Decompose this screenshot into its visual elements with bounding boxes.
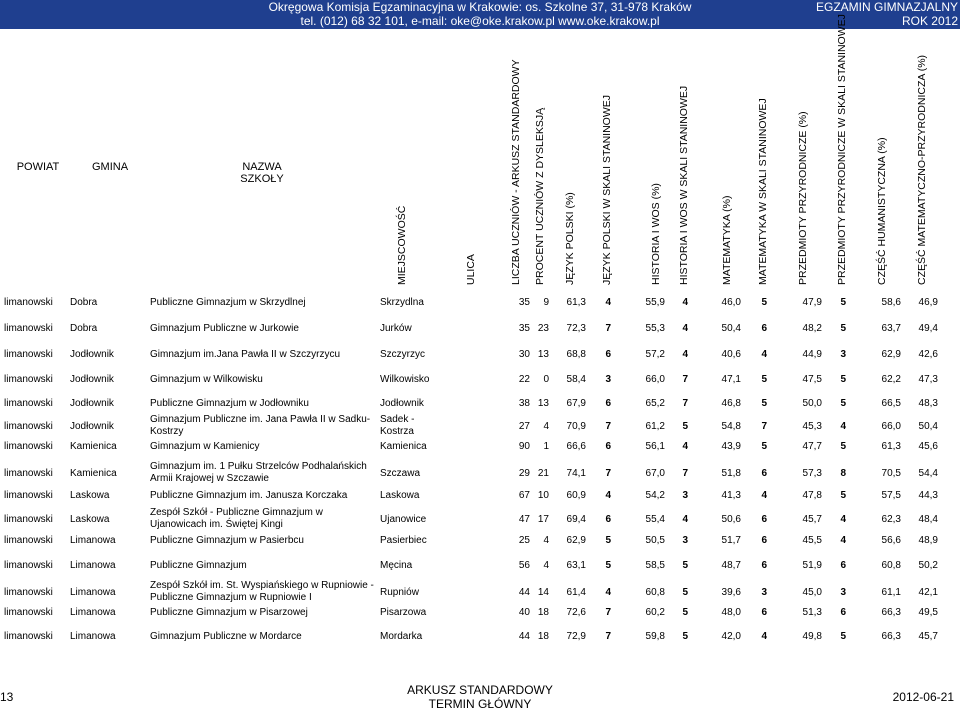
- cell-mat: 48,0: [721, 607, 741, 618]
- cell-mats: 7: [761, 421, 767, 432]
- cell-mats: 6: [761, 468, 767, 479]
- cell-mp: 42,6: [918, 349, 938, 360]
- cell-procent: 17: [537, 514, 549, 525]
- cell-procent: 0: [543, 374, 549, 385]
- cell-hws: 5: [682, 421, 688, 432]
- cell-powiat: limanowski: [4, 421, 53, 432]
- cell-miejscowosc: Ujanowice: [380, 514, 427, 525]
- cell-pps: 5: [840, 631, 846, 642]
- cell-hum: 60,8: [881, 560, 901, 571]
- cell-powiat: limanowski: [4, 323, 53, 334]
- column-header-miejscowosc: MIEJSCOWOŚĆ: [396, 205, 408, 285]
- cell-nazwa: Gimnazjum Publiczne w Mordarce: [150, 631, 302, 642]
- cell-hum: 70,5: [881, 468, 901, 479]
- cell-miejscowosc: Jodłownik: [380, 398, 424, 409]
- cell-nazwa: Publiczne Gimnazjum im. Janusza Korczaka: [150, 490, 348, 501]
- cell-miejscowosc: Jurków: [380, 323, 412, 334]
- cell-liczba: 44: [518, 587, 530, 598]
- cell-gmina: Jodłownik: [70, 349, 114, 360]
- cell-mat: 40,6: [721, 349, 741, 360]
- cell-miejscowosc: Pisarzowa: [380, 607, 427, 618]
- column-header-mat: MATEMATYKA (%): [721, 195, 733, 285]
- table-row: [0, 558, 960, 572]
- cell-powiat: limanowski: [4, 374, 53, 385]
- cell-mp: 48,4: [918, 514, 938, 525]
- cell-pp: 45,5: [802, 535, 822, 546]
- cell-liczba: 35: [518, 323, 530, 334]
- cell-mp: 42,1: [918, 587, 938, 598]
- cell-mp: 46,9: [918, 297, 938, 308]
- cell-pp: 47,9: [802, 297, 822, 308]
- cell-hws: 3: [682, 490, 688, 501]
- cell-mat: 50,4: [721, 323, 741, 334]
- cell-nazwa: Publiczne Gimnazjum w Pisarzowej: [150, 607, 308, 618]
- cell-mats: 6: [761, 535, 767, 546]
- cell-jps: 6: [605, 441, 611, 452]
- cell-liczba: 47: [518, 514, 530, 525]
- cell-mats: 4: [761, 631, 767, 642]
- cell-mp: 45,7: [918, 631, 938, 642]
- cell-nazwa: Gimnazjum im. 1 Pułku Strzelców Podhalańskich Armii Krajowej w Szczawie: [150, 461, 367, 484]
- table-row: [0, 439, 960, 453]
- cell-hw: 60,8: [645, 587, 665, 598]
- footer-term: TERMIN GŁÓWNY: [428, 697, 532, 711]
- cell-miejscowosc: Kamienica: [380, 441, 427, 452]
- column-header-mp: CZĘŚĆ MATEMATYCZNO-PRZYRODNICZA (%): [916, 54, 928, 285]
- column-header-hws: HISTORIA I WOS W SKALI STANINOWEJ: [678, 85, 690, 285]
- cell-jp: 72,3: [566, 323, 586, 334]
- cell-procent: 4: [543, 421, 549, 432]
- cell-jp: 70,9: [566, 421, 586, 432]
- cell-gmina: Limanowa: [70, 535, 116, 546]
- column-header-pp: PRZEDMIOTY PRZYRODNICZE (%): [797, 111, 809, 285]
- cell-jps: 4: [605, 297, 611, 308]
- cell-hum: 66,5: [881, 398, 901, 409]
- cell-mats: 6: [761, 607, 767, 618]
- cell-mats: 4: [761, 349, 767, 360]
- cell-hw: 55,4: [645, 514, 665, 525]
- cell-hum: 61,1: [881, 587, 901, 598]
- cell-hws: 4: [682, 441, 688, 452]
- cell-nazwa: Gimnazjum Publiczne w Jurkowie: [150, 323, 299, 334]
- cell-hws: 4: [682, 349, 688, 360]
- cell-mats: 4: [761, 490, 767, 501]
- cell-mats: 5: [761, 297, 767, 308]
- cell-liczba: 27: [518, 421, 530, 432]
- cell-mat: 42,0: [721, 631, 741, 642]
- header-year: ROK 2012: [901, 14, 958, 28]
- cell-procent: 4: [543, 560, 549, 571]
- cell-powiat: limanowski: [4, 587, 53, 598]
- cell-procent: 4: [543, 535, 549, 546]
- cell-procent: 9: [543, 297, 549, 308]
- cell-hw: 55,3: [645, 323, 665, 334]
- table-row: [0, 461, 960, 487]
- cell-gmina: Limanowa: [70, 587, 116, 598]
- cell-nazwa: Gimnazjum im.Jana Pawła II w Szczyrzycu: [150, 349, 341, 360]
- cell-liczba: 35: [518, 297, 530, 308]
- cell-hum: 66,3: [881, 607, 901, 618]
- cell-pps: 5: [840, 297, 846, 308]
- table-row: [0, 533, 960, 547]
- cell-powiat: limanowski: [4, 297, 53, 308]
- cell-miejscowosc: Laskowa: [380, 490, 420, 501]
- cell-mats: 5: [761, 374, 767, 385]
- cell-pps: 4: [840, 535, 846, 546]
- cell-powiat: limanowski: [4, 490, 53, 501]
- cell-procent: 21: [537, 468, 549, 479]
- cell-mp: 49,5: [918, 607, 938, 618]
- cell-pp: 57,3: [802, 468, 822, 479]
- cell-hw: 54,2: [645, 490, 665, 501]
- table-row: [0, 580, 960, 606]
- cell-nazwa: Publiczne Gimnazjum: [150, 560, 247, 571]
- column-header-ulica: ULICA: [465, 254, 477, 285]
- cell-hw: 55,9: [645, 297, 665, 308]
- cell-hw: 66,0: [645, 374, 665, 385]
- cell-pps: 5: [840, 398, 846, 409]
- cell-jps: 5: [605, 535, 611, 546]
- cell-pp: 45,3: [802, 421, 822, 432]
- cell-hum: 66,0: [881, 421, 901, 432]
- table-row: [0, 321, 960, 335]
- cell-powiat: limanowski: [4, 607, 53, 618]
- cell-jp: 66,6: [566, 441, 586, 452]
- cell-jps: 7: [605, 421, 611, 432]
- cell-hw: 61,2: [645, 421, 665, 432]
- cell-pps: 3: [840, 349, 846, 360]
- column-header-procent: PROCENT UCZNIÓW Z DYSLEKSJĄ: [534, 107, 546, 285]
- footer-sheet-type: ARKUSZ STANDARDOWY: [407, 683, 553, 697]
- cell-pp: 51,3: [802, 607, 822, 618]
- cell-miejscowosc: Skrzydlna: [380, 297, 424, 308]
- cell-hum: 62,9: [881, 349, 901, 360]
- cell-jp: 68,8: [566, 349, 586, 360]
- cell-liczba: 44: [518, 631, 530, 642]
- cell-mp: 54,4: [918, 468, 938, 479]
- cell-jp: 72,9: [566, 631, 586, 642]
- cell-hum: 62,2: [881, 374, 901, 385]
- cell-jps: 4: [605, 490, 611, 501]
- column-header-hum: CZĘŚĆ HUMANISTYCZNA (%): [876, 137, 888, 285]
- cell-powiat: limanowski: [4, 631, 53, 642]
- cell-pp: 48,2: [802, 323, 822, 334]
- cell-mats: 3: [761, 587, 767, 598]
- cell-jp: 61,4: [566, 587, 586, 598]
- cell-procent: 18: [537, 631, 549, 642]
- cell-nazwa: Gimnazjum w Kamienicy: [150, 441, 260, 452]
- cell-hws: 4: [682, 297, 688, 308]
- cell-miejscowosc: Wilkowisko: [380, 374, 430, 385]
- cell-liczba: 30: [518, 349, 530, 360]
- cell-hw: 65,2: [645, 398, 665, 409]
- cell-procent: 13: [537, 349, 549, 360]
- cell-nazwa: Publiczne Gimnazjum w Skrzydlnej: [150, 297, 306, 308]
- table-row: [0, 295, 960, 309]
- cell-mats: 6: [761, 323, 767, 334]
- cell-jps: 7: [605, 468, 611, 479]
- cell-hw: 56,1: [645, 441, 665, 452]
- column-header-gmina: GMINA: [91, 161, 129, 173]
- column-header-pps: PRZEDMIOTY PRZYRODNICZE W SKALI STANINOWEJ: [836, 14, 848, 285]
- cell-hum: 56,6: [881, 535, 901, 546]
- header-title: Okręgowa Komisja Egzaminacyjna w Krakowie: os. Szkolne 37, 31-978 Kraków: [268, 0, 692, 14]
- cell-jps: 7: [605, 631, 611, 642]
- table-row: [0, 396, 960, 410]
- cell-pp: 49,8: [802, 631, 822, 642]
- cell-mat: 51,7: [721, 535, 741, 546]
- cell-gmina: Kamienica: [70, 468, 117, 479]
- cell-mp: 50,4: [918, 421, 938, 432]
- cell-jps: 6: [605, 349, 611, 360]
- cell-liczba: 22: [518, 374, 530, 385]
- cell-mats: 6: [761, 560, 767, 571]
- cell-gmina: Jodłownik: [70, 421, 114, 432]
- cell-jps: 7: [605, 323, 611, 334]
- table-row: [0, 372, 960, 386]
- cell-mat: 46,8: [721, 398, 741, 409]
- cell-procent: 10: [537, 490, 549, 501]
- cell-hw: 60,2: [645, 607, 665, 618]
- cell-jp: 63,1: [566, 560, 586, 571]
- cell-liczba: 40: [518, 607, 530, 618]
- cell-mp: 48,9: [918, 535, 938, 546]
- header-exam: EGZAMIN GIMNAZJALNY: [815, 0, 958, 14]
- table-row: [0, 629, 960, 643]
- cell-pp: 47,7: [802, 441, 822, 452]
- cell-liczba: 90: [518, 441, 530, 452]
- cell-pps: 3: [840, 587, 846, 598]
- cell-hws: 5: [682, 560, 688, 571]
- column-header-liczba: LICZBA UCZNIÓW - ARKUSZ STANDARDOWY: [510, 59, 522, 285]
- cell-gmina: Limanowa: [70, 631, 116, 642]
- cell-miejscowosc: Sadek - Kostrza: [380, 414, 415, 437]
- cell-gmina: Dobra: [70, 323, 98, 334]
- cell-procent: 13: [537, 398, 549, 409]
- cell-gmina: Kamienica: [70, 441, 117, 452]
- column-header-mats: MATEMATYKA W SKALI STANINOWEJ: [757, 98, 769, 285]
- cell-hws: 5: [682, 631, 688, 642]
- cell-jp: 69,4: [566, 514, 586, 525]
- cell-hws: 5: [682, 607, 688, 618]
- cell-nazwa: Publiczne Gimnazjum w Jodłowniku: [150, 398, 309, 409]
- cell-mat: 41,3: [721, 490, 741, 501]
- cell-hum: 66,3: [881, 631, 901, 642]
- cell-powiat: limanowski: [4, 398, 53, 409]
- cell-hum: 62,3: [881, 514, 901, 525]
- cell-pp: 47,8: [802, 490, 822, 501]
- cell-pps: 5: [840, 490, 846, 501]
- cell-gmina: Laskowa: [70, 490, 110, 501]
- cell-liczba: 29: [518, 468, 530, 479]
- cell-hw: 57,2: [645, 349, 665, 360]
- cell-nazwa: Publiczne Gimnazjum w Pasierbcu: [150, 535, 304, 546]
- cell-mp: 47,3: [918, 374, 938, 385]
- cell-powiat: limanowski: [4, 349, 53, 360]
- cell-mat: 39,6: [721, 587, 741, 598]
- cell-jp: 61,3: [566, 297, 586, 308]
- cell-hum: 57,5: [881, 490, 901, 501]
- cell-hws: 7: [682, 374, 688, 385]
- cell-pp: 47,5: [802, 374, 822, 385]
- cell-hws: 4: [682, 514, 688, 525]
- cell-jp: 58,4: [566, 374, 586, 385]
- cell-gmina: Jodłownik: [70, 398, 114, 409]
- cell-hw: 50,5: [645, 535, 665, 546]
- cell-mp: 48,3: [918, 398, 938, 409]
- cell-procent: 1: [543, 441, 549, 452]
- cell-hw: 67,0: [645, 468, 665, 479]
- cell-hws: 7: [682, 468, 688, 479]
- cell-mat: 43,9: [721, 441, 741, 452]
- cell-hum: 63,7: [881, 323, 901, 334]
- column-header-jps: JĘZYK POLSKI W SKALI STANINOWEJ: [601, 94, 613, 285]
- cell-hws: 4: [682, 323, 688, 334]
- cell-jp: 72,6: [566, 607, 586, 618]
- table-row: [0, 507, 960, 533]
- cell-gmina: Limanowa: [70, 560, 116, 571]
- cell-hw: 58,5: [645, 560, 665, 571]
- cell-pp: 45,0: [802, 587, 822, 598]
- cell-mat: 48,7: [721, 560, 741, 571]
- cell-nazwa: Gimnazjum Publiczne im. Jana Pawła II w Sadku-Kostrzy: [150, 414, 371, 437]
- cell-pps: 6: [840, 560, 846, 571]
- column-header-powiat: POWIAT: [16, 161, 60, 173]
- cell-miejscowosc: Pasierbiec: [380, 535, 427, 546]
- cell-miejscowosc: Męcina: [380, 560, 413, 571]
- page-number: 13: [0, 690, 14, 704]
- cell-pps: 5: [840, 374, 846, 385]
- cell-mat: 50,6: [721, 514, 741, 525]
- column-header-jp: JĘZYK POLSKI (%): [564, 192, 576, 285]
- cell-jps: 4: [605, 587, 611, 598]
- cell-pps: 6: [840, 607, 846, 618]
- cell-mat: 46,0: [721, 297, 741, 308]
- cell-miejscowosc: Mordarka: [380, 631, 423, 642]
- cell-jp: 74,1: [566, 468, 586, 479]
- table-row: [0, 605, 960, 619]
- cell-hw: 59,8: [645, 631, 665, 642]
- header-contact: tel. (012) 68 32 101, e-mail: oke@oke.krakow.pl www.oke.krakow.pl: [300, 14, 660, 28]
- cell-jps: 7: [605, 607, 611, 618]
- cell-nazwa: Zespół Szkół - Publiczne Gimnazjum w Ujanowicach im. Świętej Kingi: [150, 507, 323, 530]
- cell-liczba: 25: [518, 535, 530, 546]
- cell-powiat: limanowski: [4, 441, 53, 452]
- table-row: [0, 347, 960, 361]
- cell-mats: 5: [761, 441, 767, 452]
- cell-pp: 45,7: [802, 514, 822, 525]
- cell-mp: 50,2: [918, 560, 938, 571]
- cell-powiat: limanowski: [4, 468, 53, 479]
- cell-procent: 14: [537, 587, 549, 598]
- cell-jp: 62,9: [566, 535, 586, 546]
- table-row: [0, 488, 960, 502]
- cell-procent: 18: [537, 607, 549, 618]
- footer-date: 2012-06-21: [892, 690, 954, 704]
- cell-pps: 5: [840, 323, 846, 334]
- cell-jps: 3: [605, 374, 611, 385]
- cell-miejscowosc: Rupniów: [380, 587, 419, 598]
- cell-liczba: 67: [518, 490, 530, 501]
- cell-powiat: limanowski: [4, 535, 53, 546]
- cell-mp: 44,3: [918, 490, 938, 501]
- cell-jp: 60,9: [566, 490, 586, 501]
- cell-mats: 6: [761, 514, 767, 525]
- cell-nazwa: Gimnazjum w Wilkowisku: [150, 374, 263, 385]
- cell-hws: 3: [682, 535, 688, 546]
- cell-gmina: Dobra: [70, 297, 98, 308]
- cell-miejscowosc: Szczyrzyc: [380, 349, 425, 360]
- cell-pps: 4: [840, 514, 846, 525]
- cell-powiat: limanowski: [4, 560, 53, 571]
- cell-mp: 49,4: [918, 323, 938, 334]
- cell-mats: 5: [761, 398, 767, 409]
- cell-hum: 61,3: [881, 441, 901, 452]
- cell-pps: 8: [840, 468, 846, 479]
- cell-jps: 5: [605, 560, 611, 571]
- column-header-hw: HISTORIA I WOS (%): [650, 183, 662, 285]
- cell-hws: 5: [682, 587, 688, 598]
- cell-pps: 5: [840, 441, 846, 452]
- cell-liczba: 56: [518, 560, 530, 571]
- cell-hws: 7: [682, 398, 688, 409]
- cell-mat: 47,1: [721, 374, 741, 385]
- cell-mp: 45,6: [918, 441, 938, 452]
- cell-mat: 51,8: [721, 468, 741, 479]
- cell-liczba: 38: [518, 398, 530, 409]
- cell-nazwa: Zespół Szkół im. St. Wyspiańskiego w Rupniowie - Publiczne Gimnazjum w Rupniowie I: [150, 580, 374, 603]
- cell-mat: 54,8: [721, 421, 741, 432]
- cell-miejscowosc: Szczawa: [380, 468, 421, 479]
- cell-procent: 23: [537, 323, 549, 334]
- cell-pp: 51,9: [802, 560, 822, 571]
- cell-pp: 44,9: [802, 349, 822, 360]
- column-header-nazwa: NAZWA SZKOŁY: [240, 161, 284, 185]
- cell-jps: 6: [605, 514, 611, 525]
- cell-hum: 58,6: [881, 297, 901, 308]
- cell-gmina: Limanowa: [70, 607, 116, 618]
- cell-jps: 6: [605, 398, 611, 409]
- cell-pp: 50,0: [802, 398, 822, 409]
- cell-pps: 4: [840, 421, 846, 432]
- cell-powiat: limanowski: [4, 514, 53, 525]
- cell-gmina: Jodłownik: [70, 374, 114, 385]
- cell-jp: 67,9: [566, 398, 586, 409]
- table-row: [0, 414, 960, 440]
- cell-gmina: Laskowa: [70, 514, 110, 525]
